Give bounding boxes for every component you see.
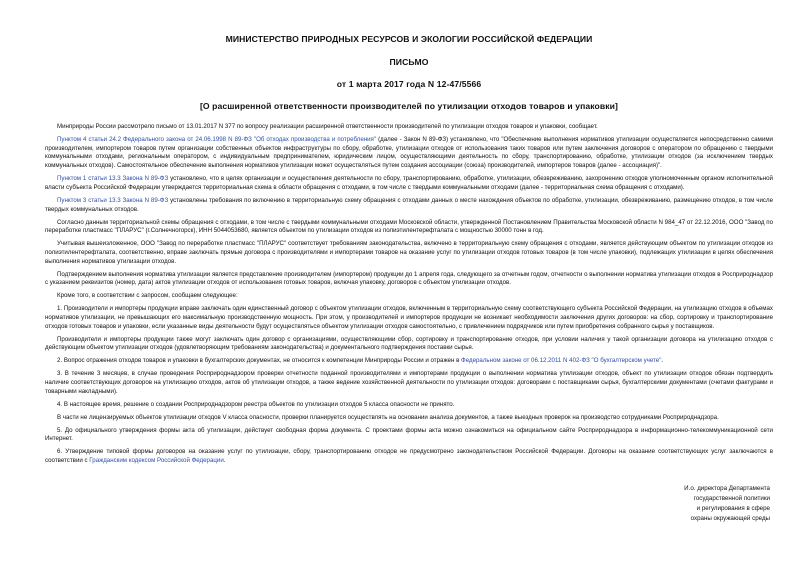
paragraph (45, 219, 773, 237)
ministry-title: МИНИСТЕРСТВО ПРИРОДНЫХ РЕСУРСОВ И ЭКОЛОГИИ РОССИЙСКОЙ ФЕДЕРАЦИИ (225, 34, 593, 44)
paragraph-text: Минприроды России рассмотрело письмо от 13.01.2017 N 377 по вопросу реализации расширенной ответственности производителей по утилизации отходов товаров и упаковки, сообщает. (57, 123, 598, 130)
paragraph-text: 6. Утверждение типовой формы договоров на оказание услуг по утилизации, сбору, транспортированию отходов не предусмотрено законодательством Российской Федерации. Договоры на оказание соответствующих услуг заключаются в соответствии с (45, 448, 773, 465)
signature-line: И.о. директора Департамента (684, 485, 770, 492)
paragraph-text: (далее - Закон N 89-ФЗ) установлено, что "Обеспечение выполнения нормативов утилизации осуществляется непосредственно самими производителем, импортером товаров путем организации собственных объектов инфраструктуры по сбору, обработке, утилизации отходов от использования таких товаров или путем заключения договоров с оператором по обращению с твердыми коммунальными отходами, региональным оператором, с индивидуальным предпринимателем, юридическим лицом, осуществляющими деятельность по сбору, транспортированию, обработке, утилизации отходов (за исключением твердых коммунальных отходов). Самостоятельное обеспечение выполнения нормативов утилизации может осуществляться путем создания ассоциации (союза) производителей, импортеров товаров (далее - ассоциация)". (45, 135, 773, 170)
paragraph-text: 1. Производители и импортеры продукции вправе заключать один единственный договор с объектом утилизации отходов, включенным в территориальную схему соответствующего субъекта Российской Федерации, на утилизацию отходов в объемах нормативов утилизации, не превышающих его максимальную производственную мощность. При этом, у производителей и импортеров продукции не возникает необходимости заключения других договоров: на сбор, сортировку и транспортирование отходов готовых товаров и упаковки, если указанные виды деятельности будут осуществляться объектом утилизации отходов самостоятельно, с привлечением подрядчиков или путем приобретения собранного сырья у поставщиков. (45, 305, 773, 330)
paragraph (45, 357, 773, 366)
signature-line: и регулирования в сфере (696, 504, 770, 512)
paragraph-text: 2. Вопрос отражения отходов товаров и упаковки в бухгалтерских документах, не относится к компетенции Минприроды России и отражен в (57, 357, 462, 365)
paragraph (45, 401, 773, 410)
signature-line: государственной политики (693, 494, 770, 502)
signature-block (650, 484, 770, 524)
paragraph-text: Учитывая вышеизложенное, ООО "Завод по переработке пластмасс "ПЛАРУС" соответствует требованиям законодательства, включено в территориальную схему обращения с отходами, является действующим объектом по утилизации отходов из полиэтилентерефталата, соответственно, вправе заключать прямые договора с производителями и импортерами товаров на оказание услуг по утилизации отходов готовых товаров (в том числе упаковки), подлежащих утилизации в целях обеспечения выполнения нормативов утилизации отходов. (45, 240, 773, 265)
law-link[interactable]: Пунктом 3 статьи 13.3 Закона N 89-ФЗ (57, 196, 169, 204)
paragraph-text: 3. В течение 3 месяцев, в случае проведения Росприроднадзором проверки отчетности поданной производителями и импортерами продукции о выполнении норматива утилизации отходов, объект по утилизации отходов обязан подтвердить наличие соответствующих договоров на утилизацию отходов, актов об утилизации отходов, а также ведение хозяйственной деятельности по утилизации отходов: договорами с поставщиками сырья, бухгалтерскими документами (счетами фактурами и товарными накладными). (45, 370, 773, 395)
paragraph (45, 240, 773, 266)
law-link[interactable]: Пунктом 4 статьи 24.2 Федерального закона от 24.06.1998 N 89-ФЗ "Об отходах производства и потребления" (57, 135, 377, 143)
paragraph-text: В части не лицензируемых объектов утилизации отходов V класса опасности, проверки планируется осуществлять на основании анализа документов, а также выездных проверок на производство сотрудниками Росприроднадзора. (57, 413, 719, 421)
paragraph-text: установлены требования по включению в территориальную схему обращения с отходами данных о месте нахождения объектов по обработке, утилизации, обезвреживанию, размещению отходов, в том числе твердых коммунальных отходов. (45, 196, 773, 213)
paragraph-text: . (223, 457, 226, 465)
document-type: ПИСЬМО (389, 57, 429, 67)
paragraph-text: Кроме того, в соответствии с запросом, сообщаем следующее: (57, 292, 238, 300)
paragraph-text: установлено, что в целях организации и осуществления деятельности по сбору, транспортированию, обработке, утилизации, обезвреживанию, захоронению отходов уполномоченным органом исполнительной власти субъекта Российской Федерации утверждается территориальная схема в области обращения с отходами, в том числе с твердыми коммунальными отходами (далее - территориальная схема обращения с отходами). (45, 175, 773, 191)
paragraph (45, 292, 773, 301)
paragraph-text: . (661, 357, 664, 365)
paragraph-text: 4. В настоящее время, решение о создании Росприроднадзором реестра объектов по утилизации отходов 5 класса опасности не принято. (57, 400, 455, 408)
paragraph-text: Подтверждением выполнения норматива утилизации является представление производителем (импортером) продукции до 1 апреля года, следующего за отчетным годом, отчетности о выполнении норматива утилизации отходов в Росприроднадзор с указанием реквизитов (номер, дата) актов утилизации отходов от использования готовых товаров, включая упаковку, договоров с объектом утилизации отходов. (45, 270, 773, 287)
law-link[interactable]: Федеральном законе от 06.12.2011 N 402-ФЗ "О бухгалтерском учете" (461, 357, 662, 365)
paragraph (45, 427, 773, 445)
document-body (45, 123, 773, 466)
paragraph (45, 370, 773, 396)
paragraph (45, 414, 773, 423)
paragraph (45, 336, 773, 354)
paragraph-text: Согласно данным территориальной схемы обращения с отходами, в том числе с твердыми коммунальными отходами Московской области, утвержденной Постановлением Правительства Московской области N 984_47 от 22.12.2016, ООО "Завод по переработке пластмасс "ПЛАРУС" (г.Солнечногорск), ИНН 5044053680, является объектом по утилизации отходов из полиэтилентерефталата с мощностью 30000 тонн в год. (45, 218, 773, 235)
law-link[interactable]: Гражданским кодексом Российской Федерации (89, 457, 224, 465)
paragraph-text: Производители и импортеры продукции также могут заключать один договор с организациями, осуществляющими сбор, сортировку и транспортирование отходов, при условии наличия у такой организации договора на утилизацию отходов с действующим объектом утилизации отходов (удовлетворяющим требованиям законодательства) и документального подтверждения поставки сырья. (45, 335, 773, 352)
paragraph (45, 123, 773, 132)
paragraph (45, 175, 773, 193)
paragraph (45, 197, 773, 215)
paragraph (45, 448, 773, 466)
signature-line: охраны окружающей среды (690, 514, 770, 522)
paragraph (45, 305, 773, 331)
paragraph-text: 5. До официального утверждения формы акта об утилизации, действует свободная форма документа. С проектами формы акта можно ознакомиться на официальном сайте Росприроднадзора в информационно-телекоммуникационной сети Интернет. (45, 426, 773, 443)
document-date-number: от 1 марта 2017 года N 12-47/5566 (336, 79, 482, 89)
document-subject: [О расширенной ответственности производителей по утилизации отходов товаров и упаковки] (199, 101, 619, 111)
law-link[interactable]: Пунктом 1 статьи 13.3 Закона N 89-ФЗ (57, 175, 169, 183)
paragraph (45, 271, 773, 289)
paragraph (45, 136, 773, 171)
